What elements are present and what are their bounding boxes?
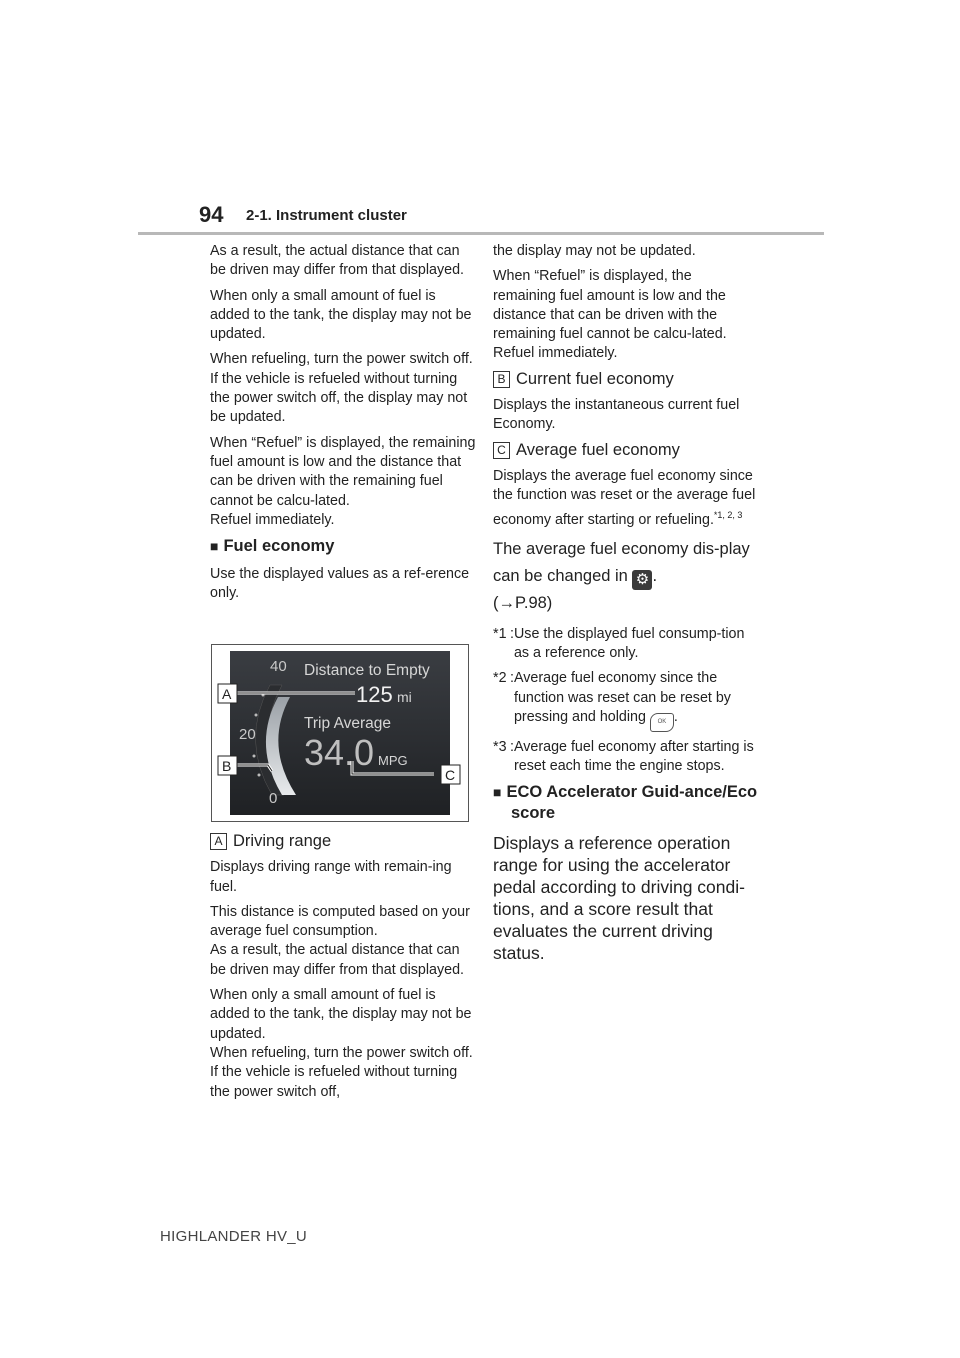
eco-body: Displays a reference operation range for using the accelerator pedal according to driving condi-tions, and a score result that evaluates the current driving status. bbox=[493, 833, 745, 964]
square-bullet-icon: ■ bbox=[210, 538, 219, 555]
callout-b-label: B bbox=[222, 758, 232, 774]
gauge-dot bbox=[255, 714, 258, 717]
left-column bbox=[210, 242, 478, 610]
distance-to-empty-value: 125 bbox=[356, 682, 393, 707]
trip-average-unit: MPG bbox=[378, 753, 408, 768]
footnote-3: *3 : Average fuel economy after starting is reset each time the engine stops. bbox=[493, 738, 754, 775]
instrument-display-illustration bbox=[212, 645, 468, 821]
gauge-label-20: 20 bbox=[239, 726, 256, 743]
fuel-economy-desc: Use the displayed values as a ref-erence only. bbox=[210, 566, 470, 602]
distance-unit: mi bbox=[397, 689, 412, 705]
left-paragraph: As a result, the actual distance that can be driven may differ from that displayed. bbox=[210, 243, 465, 279]
header-rule bbox=[138, 232, 824, 235]
gauge-dot bbox=[258, 774, 261, 777]
right-column bbox=[493, 242, 758, 964]
distance-to-empty-label: Distance to Empty bbox=[304, 662, 430, 679]
item-a-paragraph: This distance is computed based on your average fuel consumption. bbox=[210, 903, 470, 940]
gear-icon: ⚙ bbox=[632, 570, 652, 590]
item-c-paragraph: Displays the average fuel economy since the function was reset or the average fuel economy after starting or refueling.$^{*1, 2, 3}$ bbox=[493, 467, 756, 528]
item-c-label: C bbox=[493, 442, 510, 459]
gauge-label-40: 40 bbox=[270, 658, 287, 675]
item-a-paragraph: When only a small amount of fuel is added to the tank, the display may not be updated. bbox=[210, 987, 472, 1042]
settings-note: The average fuel economy dis-play can be changed in ⚙ . (→P.98) bbox=[493, 539, 750, 612]
page-reference: (→P.98) bbox=[493, 593, 553, 612]
fuel-economy-heading: ■ Fuel economy bbox=[210, 537, 335, 556]
item-b-heading bbox=[493, 370, 758, 389]
eco-heading: ■ ECO Accelerator Guid-ance/Eco score bbox=[493, 783, 758, 823]
right-paragraph: When “Refuel” is displayed, the remaining fuel amount is low and the distance that can be driven with the remaining fuel cannot be calcu-lated. bbox=[493, 268, 727, 343]
left-paragraph: Refuel immediately. bbox=[210, 511, 335, 528]
footnote-1: *1 : Use the displayed fuel consump-tion as a reference only. bbox=[493, 625, 745, 661]
footnote-2: *2 : Average fuel economy since the function was reset can be reset by pressing and holding OK . bbox=[493, 669, 758, 732]
item-a-paragraph: Displays driving range with remain-ing fuel. bbox=[210, 859, 452, 895]
item-a-heading bbox=[210, 832, 478, 851]
item-a-paragraph: When refueling, turn the power switch off. If the vehicle is refueled without turning the power switch off, bbox=[210, 1044, 473, 1100]
left-paragraph: When only a small amount of fuel is added to the tank, the display may not be updated. bbox=[210, 287, 472, 343]
gauge-label-0: 0 bbox=[269, 790, 278, 807]
page-number: 94 bbox=[199, 202, 224, 227]
item-a-title: Driving range bbox=[233, 832, 332, 850]
item-c-title: Average fuel economy bbox=[516, 440, 680, 459]
gauge-dot bbox=[253, 755, 256, 758]
footnote-ref: *1, 2, 3 bbox=[713, 509, 743, 520]
square-bullet-icon: ■ bbox=[493, 784, 502, 801]
left-column-lower bbox=[210, 826, 478, 1108]
callout-c-label: C bbox=[445, 767, 456, 783]
left-paragraph: When refueling, turn the power switch off. If the vehicle is refueled without turning the power switch off, the display may not be updated. bbox=[210, 351, 473, 426]
right-paragraph: Refuel immediately. bbox=[493, 345, 618, 362]
item-a-label: A bbox=[210, 833, 227, 850]
callout-a-label: A bbox=[222, 686, 232, 702]
ok-switch-icon: OK bbox=[650, 713, 674, 732]
instrument-figure bbox=[211, 644, 469, 822]
item-b-label: B bbox=[493, 371, 510, 388]
trip-average-value: 34.0 bbox=[304, 732, 375, 773]
item-a-paragraph: As a result, the actual distance that can be driven may differ from that displayed. bbox=[210, 942, 465, 978]
item-c-heading bbox=[493, 441, 758, 460]
footer-model: HIGHLANDER HV_U bbox=[160, 1228, 308, 1245]
item-b-title: Current fuel economy bbox=[516, 369, 674, 388]
left-paragraph: When “Refuel” is displayed, the remaining fuel amount is low and the distance that can be driven with the remaining fuel cannot be calcu-lated. bbox=[210, 434, 476, 509]
right-paragraph: the display may not be updated. bbox=[493, 243, 696, 259]
item-b-paragraph: Displays the instantaneous current fuel Economy. bbox=[493, 397, 740, 433]
trip-average-label: Trip Average bbox=[304, 715, 392, 732]
section-title: 2-1. Instrument cluster bbox=[246, 207, 407, 224]
